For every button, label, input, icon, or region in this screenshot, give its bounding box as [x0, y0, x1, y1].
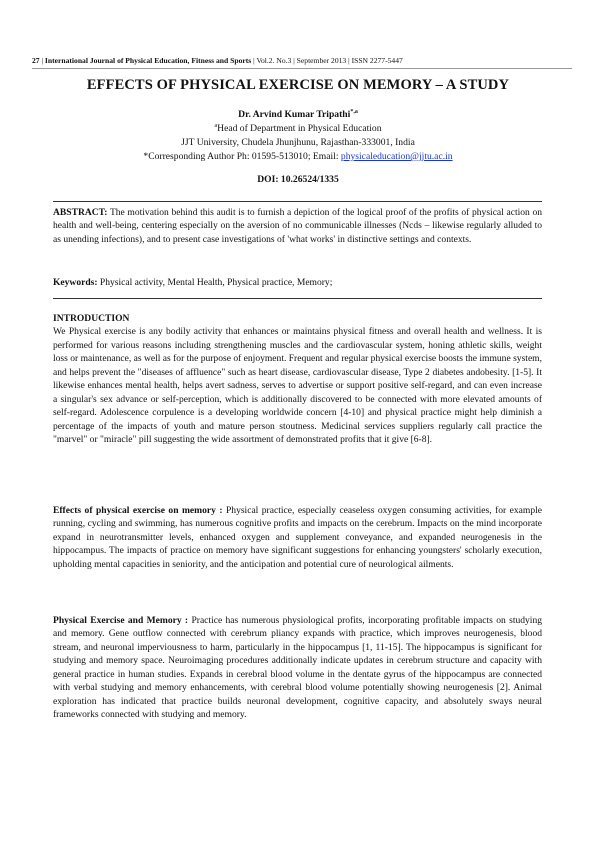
- keywords-label: Keywords:: [53, 277, 98, 288]
- abstract-top-rule: [53, 201, 542, 202]
- journal-name: International Journal of Physical Education, Fitness and Sports: [44, 56, 252, 65]
- affiliation-university: JJT University, Chudela Jhunjhunu, Rajasthan-333001, India: [181, 137, 415, 148]
- running-header: 27 | International Journal of Physical Education, Fitness and Sports | Vol.2. No.3 | September 2013 | ISSN 2277-5447: [32, 56, 403, 65]
- effects-heading: Effects of physical exercise on memory :: [53, 505, 223, 516]
- author-marks: *,a: [350, 108, 358, 115]
- exercise-memory-section: [53, 614, 542, 722]
- affiliation-mark: a: [214, 122, 218, 129]
- volume: Vol.2. No.3: [256, 56, 292, 65]
- doi: DOI: 10.26524/1335: [257, 174, 339, 185]
- abstract-text: The motivation behind this audit is to furnish a depiction of the logical proof of the profits of physical action on health and well-being, centering especially on the aversion of no communicable illnesses (Ncds – likewise regularly alluded to as unending infections), and to present case investigations of 'what works' in distinctive settings and contexts.: [53, 207, 542, 245]
- author-line: [0, 109, 596, 120]
- keywords-bottom-rule: [53, 298, 542, 299]
- paper-title: EFFECTS OF PHYSICAL EXERCISE ON MEMORY – A STUDY: [86, 77, 510, 93]
- issn: ISSN 2277-5447: [351, 56, 403, 65]
- introduction-section: [53, 312, 542, 447]
- keywords: [53, 276, 542, 289]
- abstract: [53, 206, 542, 246]
- author-name: Dr. Arvind Kumar Tripathi: [238, 109, 351, 120]
- exercise-memory-heading: Physical Exercise and Memory :: [53, 615, 189, 626]
- effects-section: [53, 504, 542, 571]
- issue-date: September 2013: [296, 56, 347, 65]
- keywords-text: Physical activity, Mental Health, Physical practice, Memory;: [97, 277, 333, 288]
- corresponding-author: *Corresponding Author Ph: 01595-513010; Email: physicaleducation@jjtu.ac.in: [143, 151, 453, 162]
- abstract-label: ABSTRACT:: [53, 207, 108, 218]
- introduction-text: We Physical exercise is any bodily activity that enhances or maintains physical fitness and overall health and wellness. It is performed for various reasons including strengthening muscles and the cardiovascular system, honing athletic skills, weight loss or maintenance, as well as for the purpose of enjoyment. Frequent and regular physical exercise boosts the immune system, and helps prevent the "diseases of affluence" such as heart disease, cardiovascular disease, Type 2 diabetes andobesity. [1-5]. It likewise enhances mental health, helps avert sadness, serves to advertise or support positive self-regard, and can even increase a singular's sex advance or self-perception, which is additionally discovered to be connected with more elevated amounts of self-regard. Adolescence corpulence is a developing worldwide concern [4-10] and physical practice might help diminish a percentage of the impacts of youth and mature person stoutness. Medicinal services suppliers regularly call practice the "marvel" or "miracle" pill suggesting the wide assortment of demonstrated profits that it give [6-8].: [53, 326, 542, 446]
- exercise-memory-text: Practice has numerous physiological profits, incorporating profitable impacts on studying and memory. Gene outflow connected with cerebrum pliancy expands with practice, which improves neurogenesis, blood stream, and neuronal imperviousness to harm, particularly in the hippocampus [1, 11-15]. The hippocampus is significant for studying and memory space. Neuroimaging procedures additionally indicate updates in cerebrum structure and capacity with general practice in human studies. Expands in cerebral blood volume in the dentate gyrus of the hippocampus are connected with verbal studying and memory enhancements, with cerebral blood volume potentially showing neurogenesis [2]. Animal exploration has indicated that practice builds neuronal development, cognitive capacity, and absolutely sways neural frameworks connected with studying and memory.: [53, 615, 542, 721]
- email-link[interactable]: physicaleducation@jjtu.ac.in: [340, 151, 453, 162]
- page-number: 27: [32, 56, 40, 65]
- affiliation-department: $^a$Head of Department in Physical Education: [214, 122, 382, 134]
- effects-text: Physical practice, especially ceaseless oxygen consuming activities, for example running, cycling and swimming, has numerous cognitive profits and impacts on the cerebrum. Impacts on the mind incorporate expand in neurotransmitter levels, enhanced oxygen and supplement conveyance, and expanded neurogenesis in the hippocampus. The impacts of practice on memory have significant suggestions for enhancing youngsters' scholarly execution, upholding mental capacities in seniority, and the anticipation and potential cure of neurological ailments.: [53, 505, 543, 570]
- header-rule: [32, 68, 572, 69]
- introduction-heading: INTRODUCTION: [53, 313, 130, 324]
